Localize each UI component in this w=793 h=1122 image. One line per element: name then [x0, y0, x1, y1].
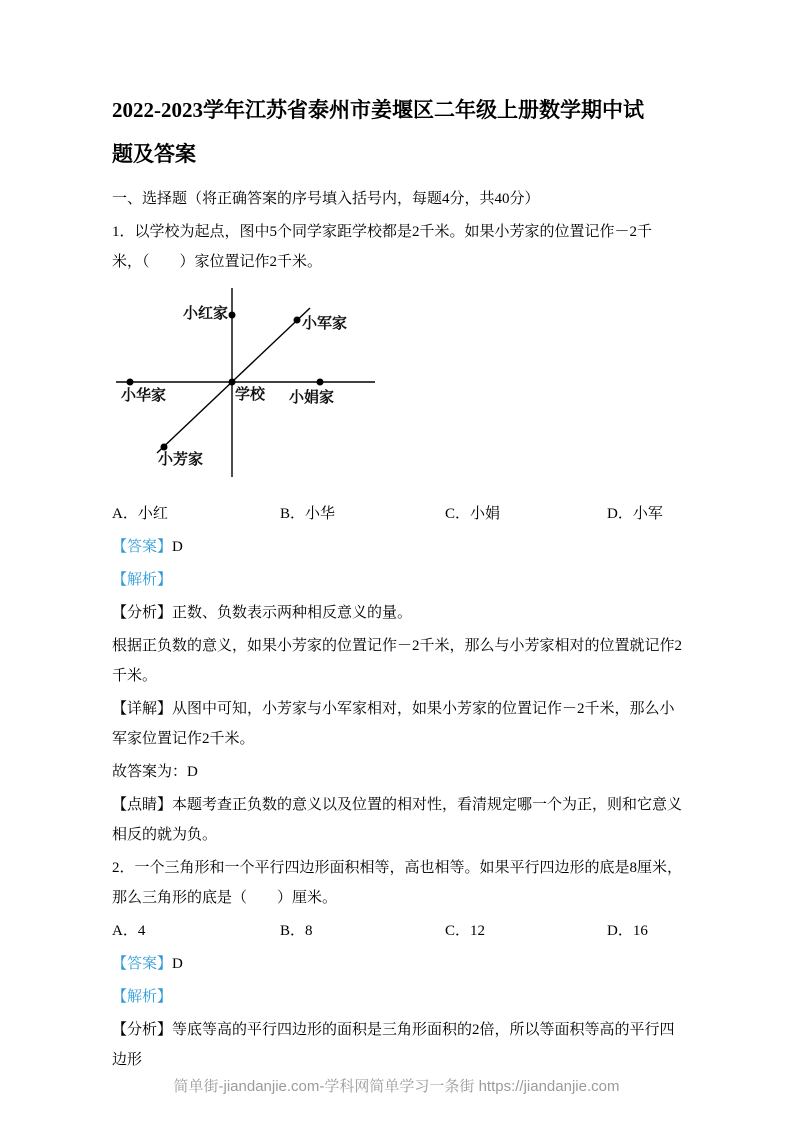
q1-analysis-paragraph-1: 【分析】正数、负数表示两种相反意义的量。	[112, 605, 413, 621]
q2-analysis-heading	[112, 982, 682, 1012]
point-xiaohong	[229, 312, 236, 319]
point-xiaojun	[294, 317, 301, 324]
question-2-text: 2．一个三角形和一个平行四边形面积相等，高也相等。如果平行四边形的底是8厘米，那么三角形的底是（ ）厘米。	[112, 860, 683, 906]
q2-analysis-paragraph-1: 【分析】等底等高的平行四边形的面积是三角形面积的2倍，所以等面积等高的平行四边形	[112, 1022, 675, 1068]
q1-analysis-label: 【解析】	[112, 572, 173, 588]
question-2-options	[112, 916, 682, 946]
q2-analysis-label: 【解析】	[112, 989, 173, 1005]
q1-option-a: A．小红	[112, 506, 168, 522]
page-footer: 简单街-jiandanjie.com-学科网简单学习一条街 https://jiandanjie.com	[173, 1078, 620, 1095]
title-line-1: 2022-2023学年江苏省泰州市姜堰区二年级上册数学期中试	[112, 98, 644, 122]
point-xiaofang	[161, 444, 168, 451]
q1-option-d: D．小军	[607, 506, 663, 522]
q1-detail-paragraph: 【详解】从图中可知，小芳家与小军家相对，如果小芳家的位置记作－2千米，那么小军家位置记作2千米。	[112, 701, 675, 747]
diagram-label-school: 学校	[235, 386, 266, 403]
q2-option-c: C．12	[445, 923, 486, 939]
q2-option-b: B．8	[280, 923, 313, 939]
diagram-label-xiaohong: 小红家	[183, 305, 229, 322]
document-title	[112, 88, 682, 176]
point-xiaojuan	[317, 379, 324, 386]
diagram-label-xiaofang: 小芳家	[158, 451, 204, 468]
point-school	[229, 379, 236, 386]
q1-answer-value: D	[172, 539, 183, 555]
q1-option-c: C．小娟	[445, 506, 501, 522]
q2-answer-value: D	[172, 956, 183, 972]
q1-analysis-paragraph-2: 根据正负数的意义，如果小芳家的位置记作－2千米，那么与小芳家相对的位置就记作2千米。	[112, 638, 683, 684]
title-line-2: 题及答案	[112, 142, 196, 166]
q2-answer-label: 【答案】	[112, 956, 173, 972]
q1-note-paragraph: 【点睛】本题考查正负数的意义以及位置的相对性，看清规定哪一个为正，则和它意义相反的就为负。	[112, 797, 683, 843]
question-1-options	[112, 499, 682, 529]
q1-answer-label: 【答案】	[112, 539, 173, 555]
position-diagram	[112, 285, 382, 485]
q1-conclusion: 故答案为：D	[112, 764, 198, 780]
q1-analysis-heading	[112, 565, 682, 595]
point-xiaohua	[127, 379, 134, 386]
q2-option-a: A．4	[112, 923, 146, 939]
q2-option-d: D．16	[607, 923, 648, 939]
section-heading: 一、选择题（将正确答案的序号填入括号内，每题4分，共40分）	[112, 191, 540, 207]
question-1-text: 1．以学校为起点，图中5个同学家距学校都是2千米。如果小芳家的位置记作－2千米，（ ）家位置记作2千米。	[112, 224, 653, 270]
diagram-label-xiaojuan: 小娟家	[289, 389, 335, 406]
q1-option-b: B．小华	[280, 506, 336, 522]
q1-answer-line	[112, 532, 682, 562]
q2-answer-line	[112, 949, 682, 979]
diagram-label-xiaojun: 小军家	[302, 315, 348, 332]
diagram-label-xiaohua: 小华家	[121, 387, 167, 404]
